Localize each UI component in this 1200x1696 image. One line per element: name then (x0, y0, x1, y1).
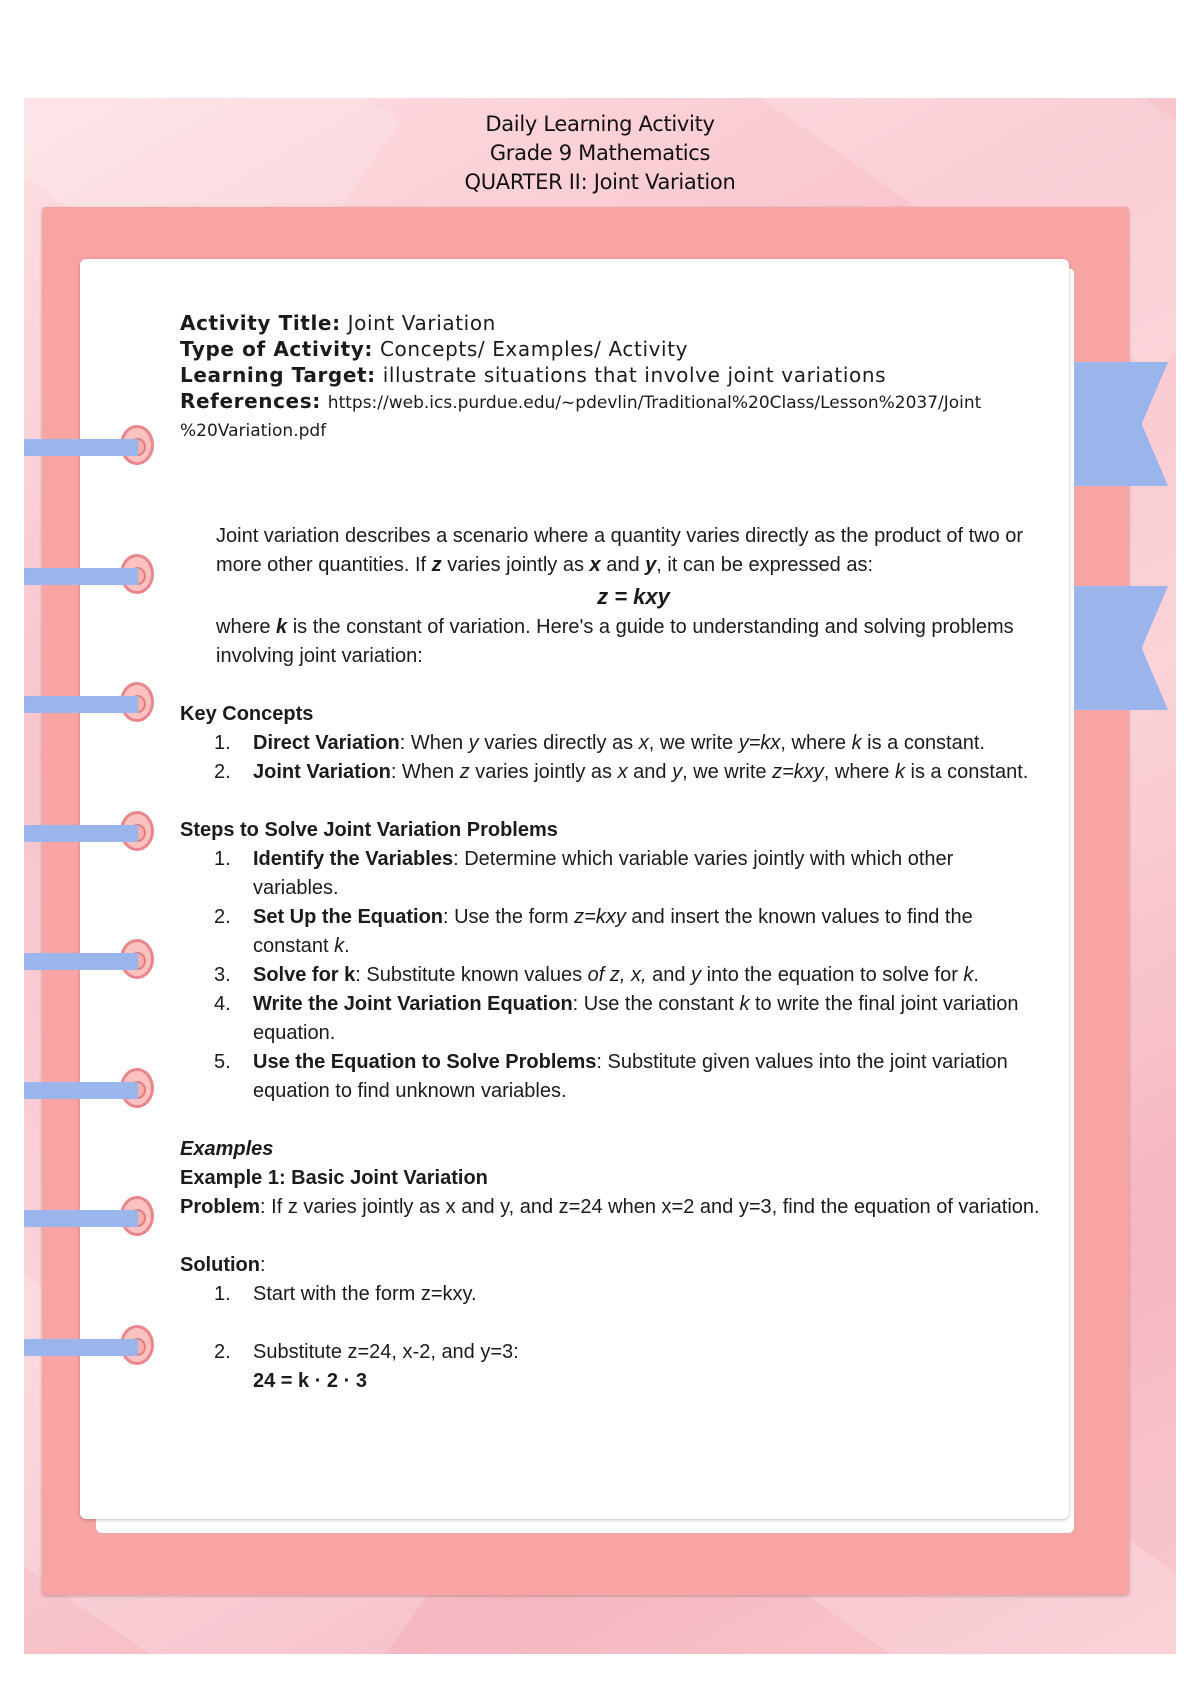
solution-steps-list (180, 1280, 1040, 1367)
list-number: 1. (214, 1283, 231, 1305)
key-concepts-heading: Key Concepts (180, 703, 314, 725)
learning-target-row (180, 362, 1040, 388)
list-number: 5. (214, 1051, 231, 1073)
concept-term: Joint Variation (253, 761, 391, 783)
learning-target-label: Learning Target: (180, 363, 376, 387)
activity-type-label: Type of Activity: (180, 337, 373, 361)
page-header (0, 110, 1200, 197)
intro-section (216, 522, 1051, 671)
binder-ring (24, 810, 150, 856)
example-1-problem (180, 1193, 1040, 1222)
var-k: k (276, 616, 288, 638)
intro-paragraph-1 (216, 522, 1051, 580)
activity-type-value: Concepts/ Examples/ Activity (373, 337, 689, 361)
header-line-1: Daily Learning Activity (485, 112, 715, 136)
intro-paragraph-2 (216, 613, 1051, 671)
activity-content (180, 310, 1040, 1396)
examples-heading-text: Examples (180, 1138, 274, 1160)
binder-ring (24, 1195, 150, 1241)
references-label: References: (180, 389, 321, 413)
header-line-2: Grade 9 Mathematics (489, 141, 711, 165)
solution-step-text: Start with the form z=kxy. (253, 1283, 477, 1305)
list-number: 4. (214, 993, 231, 1015)
list-item: 2. Joint Variation: When z varies jointly as x and y, we write z=kxy, where k is a constant. (180, 758, 1040, 787)
list-item (180, 1280, 1040, 1309)
list-item: 1. Identify the Variables: Determine which variable varies jointly with which other variables. (180, 845, 1040, 903)
references-row (180, 388, 1040, 444)
list-number: 3. (214, 964, 231, 986)
list-number: 2. (214, 1341, 231, 1363)
list-item: 5. Use the Equation to Solve Problems: Substitute given values into the joint variation equation to find unknown variables. (180, 1048, 1040, 1106)
binder-ring (24, 1324, 150, 1370)
list-number: 2. (214, 906, 231, 928)
list-number: 1. (214, 848, 231, 870)
step-term: Identify the Variables (253, 848, 454, 870)
intro-text: varies jointly as (441, 554, 590, 576)
list-item: 2. Set Up the Equation: Use the form z=kxy and insert the known values to find the constant k. (180, 903, 1040, 961)
activity-type-row (180, 336, 1040, 362)
intro-text: is the constant of variation. Here's a guide to understanding and solving problems involving joint variation: (216, 616, 1014, 667)
steps-list (180, 845, 1040, 1106)
binder-ring (24, 681, 150, 727)
example-1-title: Example 1: Basic Joint Variation (180, 1167, 488, 1189)
list-item: 4. Write the Joint Variation Equation: Use the constant k to write the final joint variation equation. (180, 990, 1040, 1048)
step-term: Use the Equation to Solve Problems (253, 1051, 597, 1073)
binder-ring (24, 938, 150, 984)
examples-heading (180, 1135, 1040, 1164)
intro-text: where (216, 616, 277, 638)
intro-text: Joint variation describes a scenario where a quantity varies directly as the product of two or more other quantities. If (216, 525, 1024, 576)
binder-ring (24, 424, 150, 470)
step-term: Solve for k (253, 964, 356, 986)
solution-step-text: Substitute z=24, x-2, and y=3: (253, 1341, 519, 1363)
references-link[interactable]: https://web.ics.purdue.edu/~pdevlin/Traditional%20Class/Lesson%2037/Joint %20Variation.pdf (180, 393, 982, 441)
solution-label: Solution (180, 1254, 260, 1276)
var-y: y (645, 554, 657, 576)
learning-target-value: illustrate situations that involve joint variations (375, 363, 887, 387)
binder-ring (24, 1067, 150, 1113)
list-item: 3. Solve for k: Substitute known values of z, x, and y into the equation to solve for k. (180, 961, 1040, 990)
binder-ring (24, 553, 150, 599)
solution-label-row: Solution: (180, 1254, 266, 1276)
intro-text: and (600, 554, 646, 576)
list-item: 1. Direct Variation: When y varies directly as x, we write y=kx, where k is a constant. (180, 729, 1040, 758)
notebook-paper (80, 259, 1069, 1519)
header-line-3: QUARTER II: Joint Variation (464, 170, 736, 194)
step-term: Set Up the Equation (253, 906, 443, 928)
var-x: x (589, 554, 601, 576)
activity-title-row (180, 310, 1040, 336)
list-item (180, 1338, 1040, 1367)
joint-variation-equation: z = kxy (597, 584, 670, 609)
list-number: 2. (214, 761, 231, 783)
list-number: 1. (214, 732, 231, 754)
activity-title-label: Activity Title: (180, 311, 341, 335)
var-z: z (431, 554, 442, 576)
key-concepts-list (180, 729, 1040, 787)
solution-math-line: 24 = k · 2 · 3 (253, 1370, 367, 1392)
problem-label: Problem (180, 1196, 261, 1218)
problem-text: : If z varies jointly as x and y, and z=24 when x=2 and y=3, find the equation of variation. (260, 1196, 1040, 1218)
activity-title-value: Joint Variation (340, 311, 496, 335)
activity-meta (180, 310, 1040, 444)
intro-text: , it can be expressed as: (656, 554, 874, 576)
steps-heading: Steps to Solve Joint Variation Problems (180, 819, 558, 841)
step-term: Write the Joint Variation Equation (253, 993, 573, 1015)
concept-term: Direct Variation (253, 732, 400, 754)
